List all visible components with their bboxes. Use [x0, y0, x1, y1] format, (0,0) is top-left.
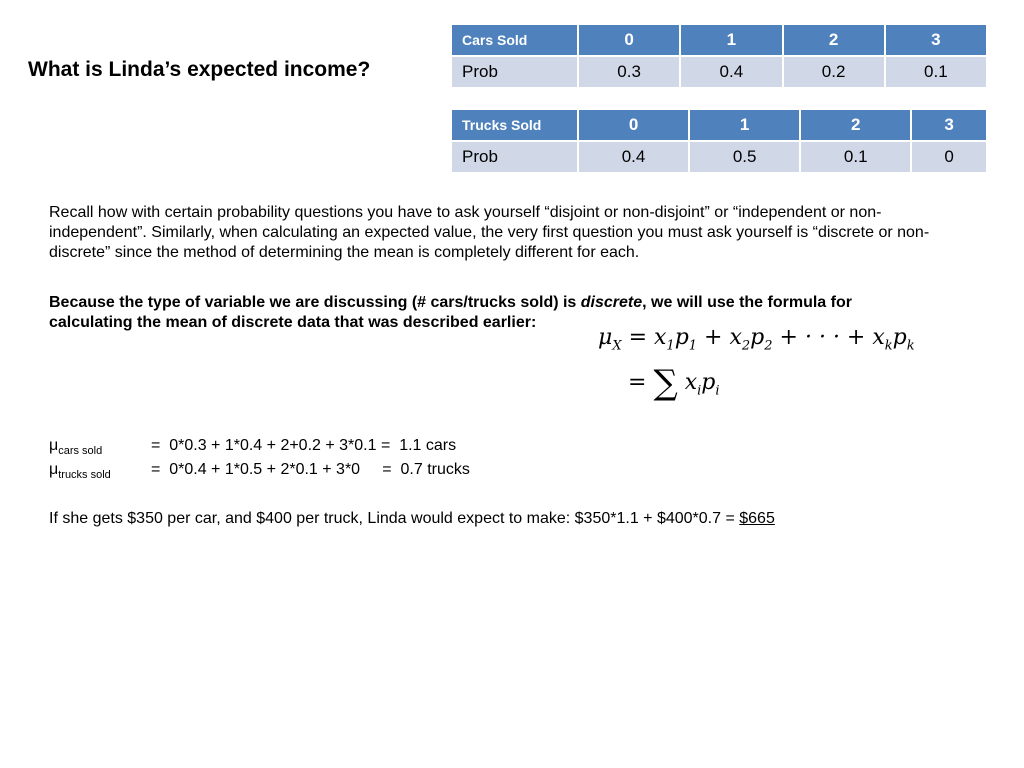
prob-label: Prob: [452, 142, 577, 172]
cars-sold-table: [450, 23, 988, 89]
mu-trucks-equation: = 0*0.4 + 1*0.5 + 2*0.1 + 3*0 = 0.7 trucks: [151, 461, 470, 478]
cars-value-cell: 3: [886, 25, 986, 55]
trucks-value-cell: 3: [912, 110, 986, 140]
cars-prob-cell: 0.4: [681, 57, 781, 87]
trucks-value-cell: 2: [801, 110, 910, 140]
discrete-text-part1: Because the type of variable we are discussing (# cars/trucks sold) is: [49, 294, 581, 311]
trucks-sold-header: Trucks Sold: [452, 110, 577, 140]
recall-paragraph: Recall how with certain probability questions you have to ask yourself “disjoint or non-disjoint” or “independent or non-independent”. Similarly, when calculating an expected value, the very first question you must ask yourself is “discrete or non-discrete” since the method of determining the mean is completely different for each.: [49, 204, 930, 261]
trucks-sold-table: [450, 108, 988, 174]
discrete-text-part2: , we will use the formula for calculating the mean of discrete data that was described earlier:: [49, 294, 852, 331]
trucks-prob-cell: 0.4: [579, 142, 688, 172]
cars-prob-cell: 0.2: [784, 57, 884, 87]
trucks-prob-cell: 0.5: [690, 142, 799, 172]
cars-prob-cell: 0.1: [886, 57, 986, 87]
income-line: [49, 510, 775, 528]
cars-sold-header: Cars Sold: [452, 25, 577, 55]
cars-value-cell: 0: [579, 25, 679, 55]
discrete-emphasis: discrete: [580, 294, 643, 311]
table-header-row: [452, 110, 986, 140]
prob-label: Prob: [452, 57, 577, 87]
trucks-prob-cell: 0: [912, 142, 986, 172]
trucks-value-cell: 0: [579, 110, 688, 140]
mu-cars-symbol: $\mu_{cars sold}$: [49, 437, 103, 458]
trucks-value-cell: 1: [690, 110, 799, 140]
table-row: [452, 142, 986, 172]
mu-trucks-symbol: $\mu_{trucks sold}$: [49, 461, 111, 482]
income-answer: $665: [739, 510, 775, 527]
page-title: What is Linda’s expected income?: [28, 58, 371, 81]
table-header-row: [452, 25, 986, 55]
mean-formula-image: $\mu_X = x_1p_1 + x_2p_2$ + · · · + $x_kp_k$ = ∑ $x_ip_i$: [598, 325, 915, 403]
cars-value-cell: 1: [681, 25, 781, 55]
income-text: If she gets $350 per car, and $400 per truck, Linda would expect to make: $350*1.1 + $400*0.7 =: [49, 510, 740, 527]
trucks-prob-cell: 0.1: [801, 142, 910, 172]
mu-cars-equation: = 0*0.3 + 1*0.4 + 2+0.2 + 3*0.1 = 1.1 cars: [151, 437, 457, 454]
table-row: [452, 57, 986, 87]
cars-value-cell: 2: [784, 25, 884, 55]
cars-prob-cell: 0.3: [579, 57, 679, 87]
